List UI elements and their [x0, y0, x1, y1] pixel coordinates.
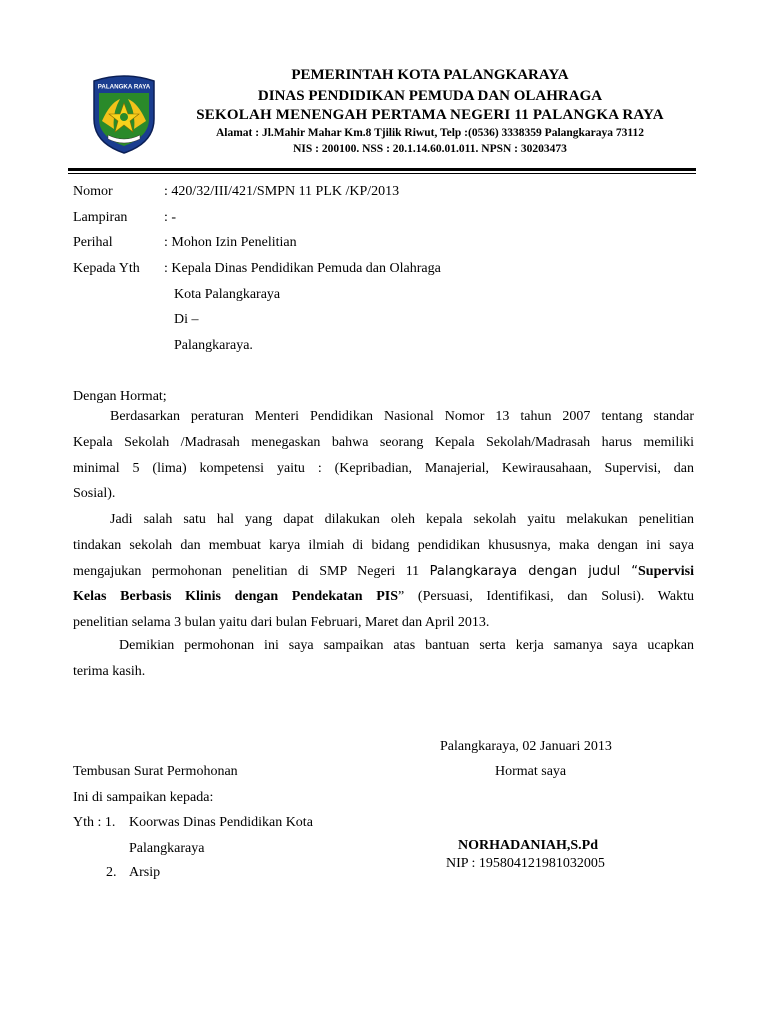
para2-text: ” (Persuasi, Identifikasi, dan Solusi). Waktu	[398, 589, 694, 605]
cc-title: Tembusan Surat Permohonan	[73, 764, 238, 779]
para2-text-alt-font: Palangkaraya dengan judul “	[429, 563, 638, 579]
cc-item-2: Arsip	[129, 865, 161, 880]
letterhead-ids: NIS : 200100. NSS : 20.1.14.60.01.011. NPSN : 30203473	[293, 143, 567, 155]
body-paragraph-1	[73, 404, 694, 507]
recipient-di: Di –	[174, 312, 199, 327]
para2-text: mengajukan permohonan penelitian di SMP Negeri 11	[73, 563, 430, 579]
field-value-nomor: : 420/32/III/421/SMPN 11 PLK /KP/2013	[164, 184, 400, 199]
field-label-lampiran: Lampiran	[73, 210, 128, 225]
letterhead-rule-thin	[68, 173, 696, 174]
letterhead-address: Alamat : Jl.Mahir Mahar Km.8 Tjilik Riwut, Telp :(0536) 3338359 Palangkaraya 73112	[215, 127, 645, 139]
cc-item-1-cont: Palangkaraya	[129, 841, 205, 856]
letterhead-government: PEMERINTAH KOTA PALANGKARAYA	[291, 67, 569, 83]
greeting: Dengan Hormat;	[73, 389, 167, 404]
field-value-lampiran: : -	[164, 210, 177, 225]
para2-line: tindakan sekolah dan membuat karya ilmiah di bidang pendidikan khususnya, maka dengan ini saya	[73, 537, 694, 553]
place-date: Palangkaraya, 02 Januari 2013	[440, 739, 612, 754]
field-label-kepada: Kepada Yth	[73, 261, 140, 276]
body-paragraph-2	[73, 507, 694, 636]
signer-nip: NIP : 195804121981032005	[446, 856, 605, 871]
para1-line: Berdasarkan peraturan Menteri Pendidikan Nasional Nomor 13 tahun 2007 tentang standar	[110, 409, 694, 424]
para2-line-title-start	[73, 559, 694, 585]
para1-line: minimal 5 (lima) kompetensi yaitu : (Kepribadian, Manajerial, Kewirausahaan, Supervisi, dan	[73, 460, 694, 476]
para2-line: Jadi salah satu hal yang dapat dilakukan oleh kepala sekolah yaitu melakukan penelitian	[110, 512, 694, 527]
para2-line-title-end	[73, 584, 694, 610]
letterhead-department: DINAS PENDIDIKAN PEMUDA DAN OLAHRAGA	[257, 88, 603, 104]
recipient-city: Kota Palangkaraya	[174, 287, 281, 302]
para1-line: Sosial).	[73, 486, 116, 502]
field-label-nomor: Nomor	[73, 184, 113, 199]
field-value-perihal: : Mohon Izin Penelitian	[164, 235, 297, 250]
para2-line: penelitian selama 3 bulan yaitu dari bulan Februari, Maret dan April 2013.	[73, 615, 490, 631]
cc-intro: Ini di sampaikan kepada:	[73, 790, 214, 805]
para1-line: Kepala Sekolah /Madrasah menegaskan bahwa seorang Kepala Sekolah/Madrasah harus memiliki	[73, 434, 694, 450]
logo-text: PALANGKA RAYA	[97, 83, 151, 91]
para3-line: Demikian permohonan ini saya sampaikan atas bantuan serta kerja samanya saya ucapkan	[119, 638, 694, 653]
closing-regards: Hormat saya	[495, 764, 567, 779]
field-label-perihal: Perihal	[73, 235, 113, 250]
para3-line: terima kasih.	[73, 663, 146, 679]
palangka-raya-emblem-logo	[90, 73, 158, 155]
body-paragraph-3	[73, 633, 694, 685]
research-title-part2: Kelas Berbasis Klinis dengan Pendekatan PIS	[73, 589, 399, 605]
cc-item-1: Koorwas Dinas Pendidikan Kota	[129, 815, 313, 830]
cc-yth-number: Yth : 1.	[73, 815, 116, 830]
research-title-part1: Supervisi	[638, 563, 695, 579]
signer-name: NORHADANIAH,S.Pd	[458, 838, 599, 853]
field-value-kepada: : Kepala Dinas Pendidikan Pemuda dan Olahraga	[164, 261, 441, 276]
letterhead-school: SEKOLAH MENENGAH PERTAMA NEGERI 11 PALANGKA RAYA	[196, 107, 664, 123]
recipient-place: Palangkaraya.	[174, 338, 253, 353]
cc-number-2: 2.	[106, 865, 117, 880]
letterhead-rule-thick	[68, 168, 696, 171]
